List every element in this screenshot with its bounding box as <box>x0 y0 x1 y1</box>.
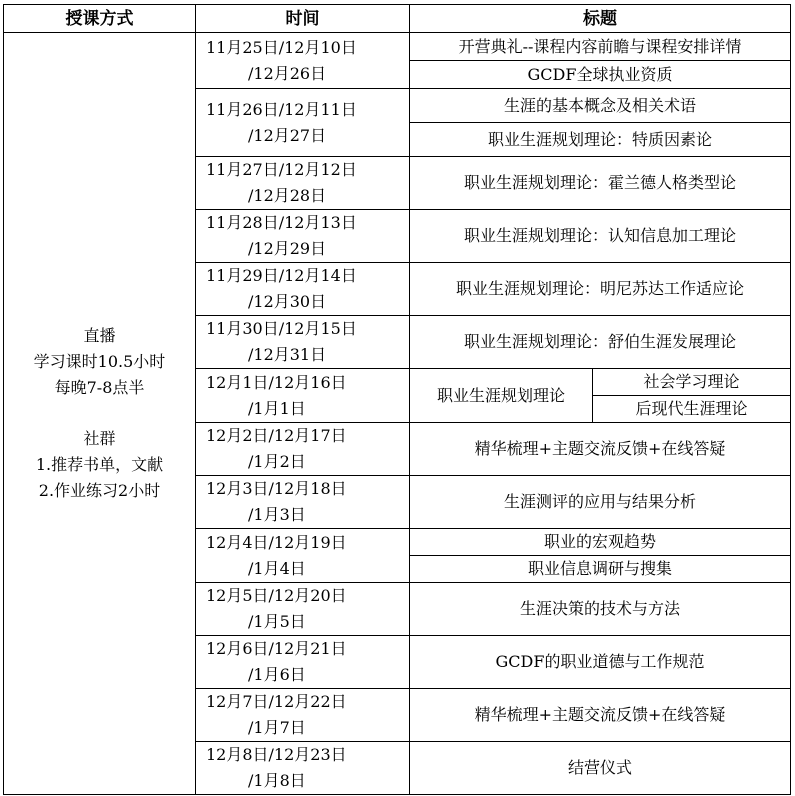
time-line-2: /12月29日 <box>248 239 327 258</box>
time-cell <box>196 33 410 89</box>
time-line-2: /1月6日 <box>248 665 306 684</box>
time-line-1: 12月3日/12月18日 <box>206 479 347 498</box>
time-line-2: /12月27日 <box>248 125 327 145</box>
time-line-1: 11月29日/12月14日 <box>206 266 357 285</box>
header-row <box>4 5 791 33</box>
time-cell <box>196 316 410 369</box>
time-line-2: /1月5日 <box>248 612 306 631</box>
table-row <box>4 33 791 61</box>
subtitle-cell: 后现代生涯理论 <box>593 396 791 423</box>
time-cell <box>196 210 410 263</box>
time-cell <box>196 423 410 476</box>
community-line: 1.推荐书单，文献 <box>35 455 164 474</box>
community-line: 2.作业练习2小时 <box>38 481 161 500</box>
title-cell: 职业生涯规划理论：明尼苏达工作适应论 <box>410 263 791 316</box>
title-cell-main: 职业生涯规划理论 <box>410 369 593 423</box>
time-cell <box>196 689 410 742</box>
course-schedule-table <box>3 4 791 795</box>
title-cell: 职业信息调研与搜集 <box>410 556 791 583</box>
time-line-2: /12月28日 <box>248 186 327 205</box>
time-line-1: 11月25日/12月10日 <box>206 37 357 57</box>
time-line-1: 12月8日/12月23日 <box>206 745 347 764</box>
title-cell: GCDF的职业道德与工作规范 <box>410 636 791 689</box>
teaching-method-cell <box>4 33 196 795</box>
method-spacer <box>4 401 195 426</box>
time-line-2: /12月26日 <box>248 63 327 83</box>
header-time: 时间 <box>196 5 410 33</box>
time-line-2: /1月3日 <box>248 505 306 524</box>
time-line-1: 11月26日/12月11日 <box>206 99 357 119</box>
title-cell: GCDF全球执业资质 <box>410 61 791 89</box>
title-cell: 职业生涯规划理论：认知信息加工理论 <box>410 210 791 263</box>
time-line-1: 12月2日/12月17日 <box>206 426 347 445</box>
title-cell: 职业生涯规划理论：特质因素论 <box>410 123 791 157</box>
time-line-1: 12月4日/12月19日 <box>206 532 347 552</box>
time-line-2: /1月7日 <box>248 718 306 737</box>
time-cell <box>196 742 410 795</box>
time-cell <box>196 476 410 529</box>
time-line-2: /1月8日 <box>248 771 306 790</box>
title-cell: 生涯测评的应用与结果分析 <box>410 476 791 529</box>
title-cell: 结营仪式 <box>410 742 791 795</box>
time-line-2: /1月2日 <box>248 452 306 471</box>
time-line-1: 12月1日/12月16日 <box>206 372 347 392</box>
time-cell <box>196 89 410 157</box>
header-title: 标题 <box>410 5 791 33</box>
time-cell <box>196 636 410 689</box>
time-line-1: 12月7日/12月22日 <box>206 692 347 711</box>
time-line-1: 12月6日/12月21日 <box>206 639 347 658</box>
time-line-1: 11月30日/12月15日 <box>206 319 357 338</box>
header-method: 授课方式 <box>4 5 196 33</box>
time-line-2: /1月4日 <box>248 558 306 578</box>
title-cell: 生涯的基本概念及相关术语 <box>410 89 791 123</box>
time-cell <box>196 369 410 423</box>
title-cell: 精华梳理+主题交流反馈+在线答疑 <box>410 423 791 476</box>
method-line: 学习课时10.5小时 <box>33 352 166 371</box>
time-cell <box>196 157 410 210</box>
time-line-1: 11月28日/12月13日 <box>206 213 357 232</box>
time-line-1: 11月27日/12月12日 <box>206 160 357 179</box>
title-cell: 职业的宏观趋势 <box>410 529 791 556</box>
time-cell <box>196 263 410 316</box>
title-cell: 职业生涯规划理论：舒伯生涯发展理论 <box>410 316 791 369</box>
time-cell <box>196 583 410 636</box>
title-cell: 开营典礼--课程内容前瞻与课程安排详情 <box>410 33 791 61</box>
time-line-2: /1月1日 <box>248 398 306 418</box>
time-cell <box>196 529 410 583</box>
method-line: 每晚7-8点半 <box>54 378 145 397</box>
time-line-1: 12月5日/12月20日 <box>206 586 347 605</box>
time-line-2: /12月30日 <box>248 292 327 311</box>
subtitle-cell: 社会学习理论 <box>593 369 791 396</box>
title-cell: 职业生涯规划理论：霍兰德人格类型论 <box>410 157 791 210</box>
community-line: 社群 <box>83 429 116 448</box>
title-cell: 生涯决策的技术与方法 <box>410 583 791 636</box>
title-cell: 精华梳理+主题交流反馈+在线答疑 <box>410 689 791 742</box>
time-line-2: /12月31日 <box>248 345 327 364</box>
method-line: 直播 <box>83 326 116 345</box>
